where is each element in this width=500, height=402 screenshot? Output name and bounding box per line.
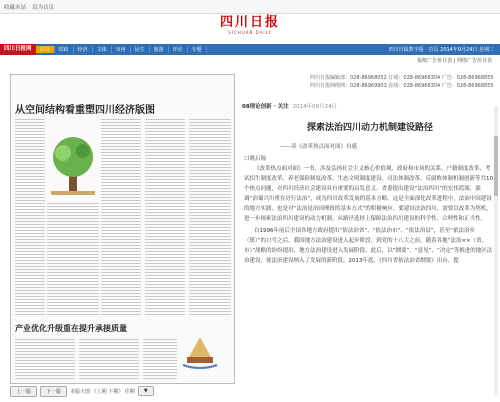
bookmark-link[interactable]: 收藏本站 xyxy=(4,4,27,11)
text-column xyxy=(143,337,177,381)
article-paragraph: 自1996年前后全国各地方政府提出“依法治省”、“依法治市”、“依法治县”，甚至“依法治乡（镇）”的口号之后，我国地方法治建设进入起步阶段。到党的十八大之前，随着各地“法治××（省、市）”战略的纷纷提出，地方法治建设进入发展阶段。此后，以“纲要”、“意见”、“决定”等推进的地区法治建设，使法治建设纳入了发展的新阶段。2013年底，《四川省依法治省纲要》出台，提 xyxy=(244,228,493,264)
ship-illustration xyxy=(181,335,219,369)
site-logo[interactable] xyxy=(210,16,290,35)
article-body xyxy=(244,164,494,268)
nav-item-opinion[interactable]: 评论 xyxy=(169,46,188,53)
section-header xyxy=(242,102,337,110)
scrollbar-thumb[interactable] xyxy=(494,136,498,196)
paper-headline-2: 产业优化升级重在提升承接质量 xyxy=(15,324,127,333)
article-subtitle: ——读《改革热点面对面》有感 xyxy=(280,144,358,150)
logo-en: SICHUAN DAILY xyxy=(228,30,272,35)
contact-line-1: 四川日报编辑部：028-86968052 订阅：028-86968304 广告：028-86968855 xyxy=(310,75,494,81)
contact-line-2: 四川日报网络网：028-86969903 在线：028-86968304 广告：028-86968855 xyxy=(310,83,494,89)
top-bar xyxy=(0,0,500,14)
article-panel xyxy=(240,66,500,402)
nav-item-livelihood[interactable]: 民生 xyxy=(131,46,150,53)
tree-illustration xyxy=(47,135,99,197)
main-nav xyxy=(0,44,500,55)
article-date: 2014年09月24日 xyxy=(292,104,338,110)
nav-item-politics[interactable]: 时政 xyxy=(55,46,74,53)
prev-page-button[interactable]: 上一版 xyxy=(10,386,37,397)
text-column xyxy=(189,117,231,317)
ad-price-links[interactable]: 报纸广告价目表 | 网络广告价目表 xyxy=(417,58,492,64)
text-column xyxy=(145,117,185,317)
logo-cn: 四川日报 xyxy=(219,15,280,30)
page-pager xyxy=(10,384,235,398)
newspaper-page-thumbnail[interactable] xyxy=(10,74,235,384)
scrollbar[interactable] xyxy=(494,106,498,396)
nav-item-travel[interactable]: 旅游 xyxy=(150,46,169,53)
nav-item-special[interactable]: 专题 xyxy=(188,46,207,53)
nav-item-cities[interactable]: 市州 xyxy=(112,46,131,53)
section-name: 08理论创新 · 关注 xyxy=(242,104,289,110)
nav-item-economy[interactable]: 经济 xyxy=(74,46,93,53)
text-column xyxy=(79,337,139,381)
text-column xyxy=(101,117,141,317)
set-homepage-link[interactable]: 设为首页 xyxy=(32,4,55,11)
article-title: 探索法治四川动力机制建设路径 xyxy=(306,123,433,133)
past-issue-select[interactable]: ▼ xyxy=(138,386,154,396)
paper-headline: 从空间结构看重塑四川经济版图 xyxy=(15,105,155,116)
main-content xyxy=(0,66,500,402)
nav-date: 四川日报数字版 · 首页 2014年9月24日 星期三 xyxy=(388,47,494,53)
article-paragraph: 《改革热点面对面》一书，涉及弘扬社会主义核心价值观、政府和市场的关系、户籍制度改革、考试招生制度改革、养老保险制度改革、生态文明制度建设、司法体制改革、反腐败体制机制创新等共10个热点问题，对四川经济社会建设具有重要的启发意义。省委提出建设“法治四川”的宏伟蓝图，强调“治蜀兴川重在厉行法治”，成为四川改革发展的基本方略。这是全面深化改革进程中，法治中国建设的地方实践，也是对“法治是治国理政的基本方式”的积极响应。要建设法治四川，需要以改革为契机，进一步探索法治四川建设的动力机制，从路径选择上保障法治四川建设的科学性、合理性和正当性。 xyxy=(244,166,494,222)
nav-item-home[interactable]: 首页 xyxy=(36,46,55,53)
next-page-button[interactable]: 下一版 xyxy=(40,386,67,397)
text-column xyxy=(15,117,45,317)
article-author: 口姚启翰 xyxy=(244,156,267,162)
text-column xyxy=(15,337,75,381)
contact-info xyxy=(310,74,494,90)
nav-brand[interactable]: 四川日报网 xyxy=(0,44,36,55)
text-column xyxy=(47,201,99,317)
nav-item-culture[interactable]: 文体 xyxy=(93,46,112,53)
pager-info[interactable]: 本版大图 《上期 下期》 往期 xyxy=(70,388,135,395)
